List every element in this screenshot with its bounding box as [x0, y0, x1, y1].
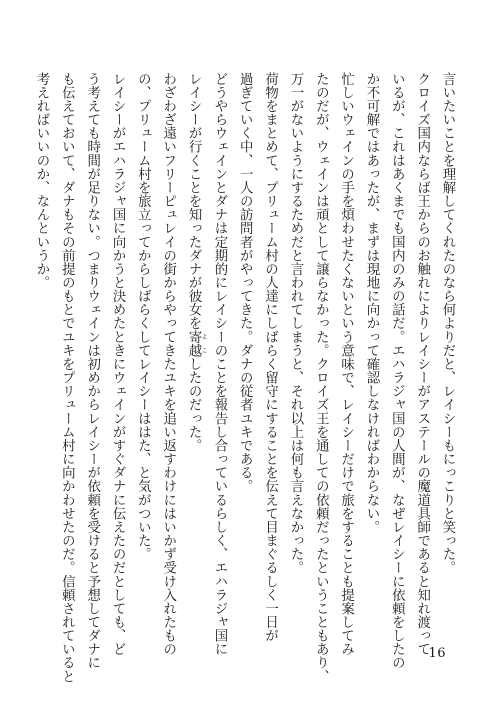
ruby-annotation: 寄越 よこ — [186, 330, 208, 358]
text-line: 言いたいことを理解してくれたのなら何よりだと、レイシーもにっこりと笑った。 — [440, 72, 455, 575]
text-line: クロイズ国内ならば王からのお触れによりレイシーがアステールの魔道具師であると知れ渡って — [414, 72, 430, 656]
text-line: 過ぎていく中、一人の訪問者がやってきた。ダナの従者ユキである。 — [237, 72, 253, 493]
text-line: の、プリューム村を旅立ってからしばらくしてレイシーははた、と気がついた。 — [135, 72, 151, 561]
text-line: も伝えておいて、ダナもその前提のもとでユキをプリューム村に向かわせたのだ。信頼されていると — [59, 72, 75, 684]
text-line: たのだが、ウェインは頑として譲らなかった。クロイズ王を通しての依頼だったということもあり、 — [313, 72, 329, 684]
text-line: う考えても時間が足りない。つまりウェインは初めからレイシーが依頼を受けると予想してダナに — [84, 72, 100, 670]
text-line: か不可解ではあったが、まずは現地に向かって確認しなければわからない。 — [363, 72, 379, 534]
text-line: どうやらウェインとダナは定期的にレイシーのことを報告し合っているらしく、エハラジャ国に — [211, 72, 227, 656]
text-line-with-ruby: レイシーが行くことを知ったダナが彼女を寄越 よこしたのだった。 — [186, 72, 208, 453]
text-line: 考えればいいのか、なんというか。 — [34, 72, 49, 290]
text-line: 忙しいウェインの手を煩わせたくないという意味で、レイシーだけで旅をすることも提案してみ — [338, 72, 354, 656]
text-line: いるが、これはあくまでも国内のみの話だ。エハラジャ国の人間が、なぜレイシーに依頼をしたの — [389, 72, 405, 670]
text-line: 荷物をまとめて、プリューム村の人達にしばらく留守にすることを伝えて目まぐるしく一日が — [262, 72, 278, 643]
text-line: わざわざ遠いフリーピュレイの街からやってきたユキを追い返すわけにはいかず受け入れたもの — [160, 72, 176, 656]
ruby-reading: よこ — [200, 330, 208, 358]
text-line: 万一がないようにするためだと言われてしまうと、それ以上は何も言えなかった。 — [287, 72, 303, 575]
page-number: 16 — [428, 646, 446, 661]
text-line: レイシーがエハラジャ国に向かうと決めたときにウェインがすぐダナに伝えたのだとしても、ど — [110, 72, 126, 656]
